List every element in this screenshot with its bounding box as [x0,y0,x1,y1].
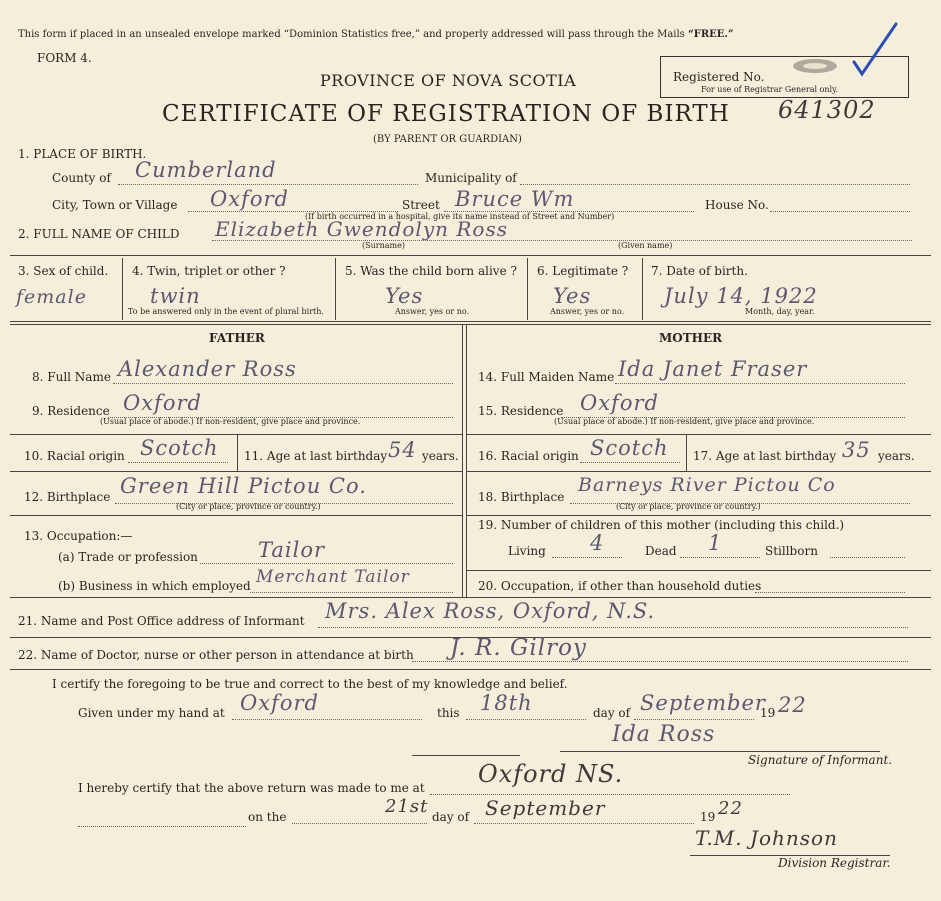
doctor-label: 22. Name of Doctor, nurse or other person in attendance at birth [18,648,414,662]
date-of-birth-value: July 14, 1922 [664,284,818,308]
mother-age-label: 17. Age at last birthday [693,449,837,463]
mother-racial-label: 16. Racial origin [478,449,579,463]
given-under-label: Given under my hand at [78,706,225,720]
twin-value: twin [150,284,201,308]
day-of-label: day of [593,706,631,720]
given-year-prefix: 19 [760,706,776,720]
certificate-title: CERTIFICATE OF REGISTRATION OF BIRTH [162,101,730,127]
mother-birthplace-note: (City or place, province or country.) [616,502,761,511]
dead-label: Dead [645,544,677,558]
this-label: this [437,706,460,720]
month-day-year-note: Month, day, year. [745,307,815,316]
father-birthplace-label: 12. Birthplace [24,490,111,504]
child-name-value: Elizabeth Gwendolyn Ross [215,217,508,241]
father-racial-value: Scotch [140,436,219,460]
registered-label: Registered No. [673,70,765,84]
children-count-label: 19. Number of children of this mother (including this child.) [478,518,845,532]
registered-year-prefix: 19 [700,810,716,824]
day-of-label-2: day of [432,810,470,824]
sex-label: 3. Sex of child. [18,264,109,278]
mother-age-value: 35 [842,438,871,462]
father-years-label: years. [422,449,459,463]
living-label: Living [508,544,546,558]
form-number: FORM 4. [37,51,92,65]
division-registrar-label: Division Registrar. [778,856,891,870]
father-name-value: Alexander Ross [118,357,297,381]
mother-birthplace-label: 18. Birthplace [478,490,565,504]
informant-value: Mrs. Alex Ross, Oxford, N.S. [325,599,656,623]
father-birthplace-value: Green Hill Pictou Co. [120,474,367,498]
father-age-label: 11. Age at last birthday [244,449,388,463]
place-of-birth-label: 1. PLACE OF BIRTH. [18,147,147,161]
given-name-note: (Given name) [618,241,673,250]
twin-note: To be answered only in the event of plural birth. [128,307,324,316]
living-value: 4 [590,531,605,555]
twin-label: 4. Twin, triplet or other ? [132,264,286,278]
hereby-certify-label: I hereby certify that the above return was made to me at [78,781,425,795]
street-value: Bruce Wm [455,187,575,211]
date-of-birth-label: 7. Date of birth. [651,264,748,278]
street-label: Street [402,198,440,212]
city-value: Oxford [210,187,289,211]
signature-informant-label: Signature of Informant. [748,753,893,767]
stillborn-label: Stillborn [765,544,818,558]
given-month-value: September [640,691,766,715]
mother-residence-label: 15. Residence [478,404,564,418]
legitimate-value: Yes [553,284,592,308]
informant-signature: Ida Ross [612,722,716,747]
given-year-value: 22 [778,693,807,717]
registered-at-value: Oxford NS. [478,760,624,788]
registered-month-value: September [485,796,606,820]
registrar-signature: T.M. Johnson [695,826,838,850]
mother-name-label: 14. Full Maiden Name [478,370,615,384]
blue-checkmark-icon [850,20,900,80]
mother-years-label: years. [878,449,915,463]
father-name-label: 8. Full Name [32,370,111,384]
mother-heading: MOTHER [659,331,723,345]
doctor-value: J. R. Gilroy [450,635,587,661]
born-alive-label: 5. Was the child born alive ? [345,264,517,278]
registration-stamp-mark [785,55,845,77]
given-day-value: 18th [480,691,533,715]
house-no-label: House No. [705,198,769,212]
registered-year-value: 22 [718,798,743,819]
given-place-value: Oxford [240,691,319,715]
registration-number: 641302 [778,96,876,124]
mother-name-value: Ida Janet Fraser [618,357,808,381]
trade-label: (a) Trade or profession [58,550,198,564]
municipality-label: Municipality of [425,171,517,185]
father-age-value: 54 [388,438,417,462]
city-label: City, Town or Village [52,198,178,212]
certificate-subtitle: (BY PARENT OR GUARDIAN) [373,134,522,145]
mother-racial-value: Scotch [590,436,669,460]
mother-residence-value: Oxford [580,391,659,415]
legitimate-label: 6. Legitimate ? [537,264,629,278]
born-alive-value: Yes [385,284,424,308]
father-birthplace-note: (City or place, province or country.) [176,502,321,511]
father-residence-value: Oxford [123,391,202,415]
father-residence-note: (Usual place of abode.) If non-resident, give place and province. [100,417,361,426]
on-the-label: on the [248,810,287,824]
father-residence-label: 9. Residence [32,404,110,418]
business-label: (b) Business in which employed [58,579,251,593]
surname-note: (Surname) [362,241,405,250]
born-alive-answer-note: Answer, yes or no. [395,307,470,316]
business-value: Merchant Tailor [256,567,410,587]
registered-day-value: 21st [385,796,429,817]
hospital-note: (If birth occurred in a hospital, give its name instead of Street and Number) [305,212,615,221]
occupation-label: 13. Occupation:— [24,529,133,543]
informant-label: 21. Name and Post Office address of Informant [18,614,305,628]
mother-occupation-label: 20. Occupation, if other than household duties [478,579,762,593]
child-name-label: 2. FULL NAME OF CHILD [18,227,180,241]
dead-value: 1 [708,531,723,555]
father-heading: FATHER [209,331,265,345]
county-value: Cumberland [135,158,277,182]
father-racial-label: 10. Racial origin [24,449,125,463]
mother-birthplace-value: Barneys River Pictou Co [578,474,836,496]
legitimate-answer-note: Answer, yes or no. [550,307,625,316]
certify-statement: I certify the foregoing to be true and correct to the best of my knowledge and belief. [52,677,568,691]
sex-value: female [16,286,87,308]
mailing-notice: This form if placed in an unsealed envelope marked “Dominion Statistics free,” and properly addressed will pass through the Mails “FREE.” [18,29,734,40]
trade-value: Tailor [258,538,326,562]
registrar-general-note: For use of Registrar General only. [701,85,839,94]
mother-residence-note: (Usual place of abode.) If non-resident, give place and province. [554,417,815,426]
county-label: County of [52,171,111,185]
province-heading: PROVINCE OF NOVA SCOTIA [320,71,577,90]
